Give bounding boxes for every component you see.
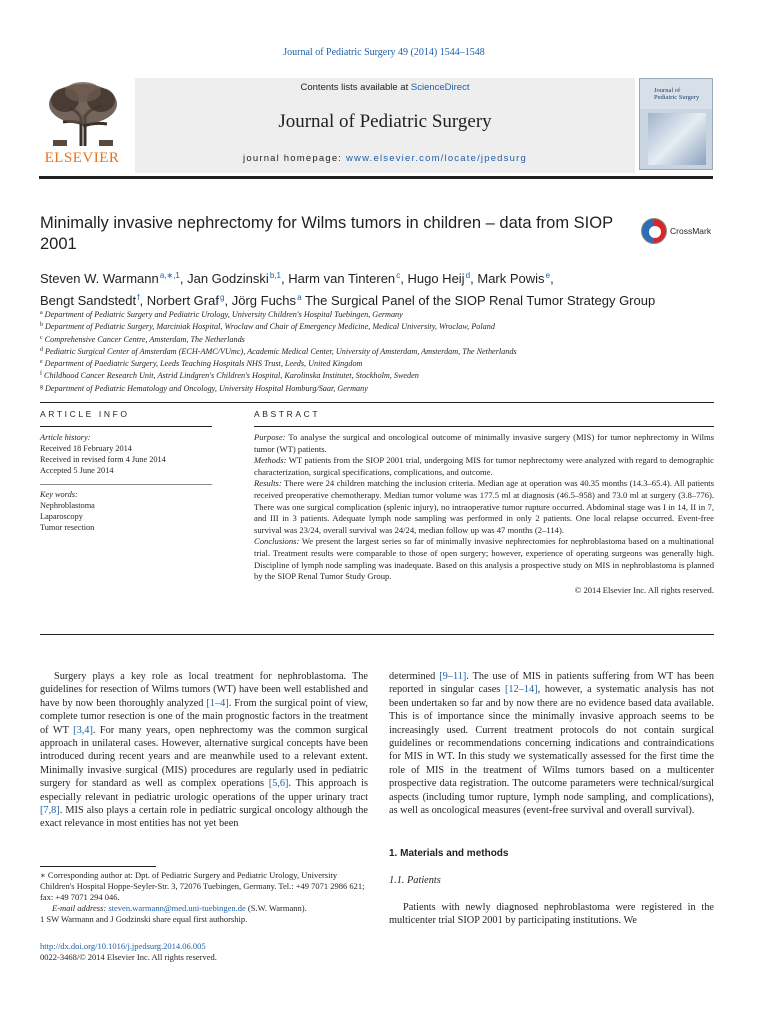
section-heading: 1. Materials and methods [389, 848, 509, 859]
keywords-block [40, 489, 212, 533]
history-label: Article history: [40, 433, 91, 442]
affiliation-item: $^d$ Pediatric Surgical Center of Amsterdam (ECH-AMC/VUmc), Academic Medical Center, University of Amsterdam, Amsterdam, The Netherlands [40, 346, 517, 356]
homepage-prefix: journal homepage: [243, 153, 346, 164]
article-info-rule [40, 426, 212, 427]
elsevier-tree-icon [43, 80, 123, 148]
affiliation-item: $^b$ Department of Pediatric Surgery, Marciniak Hospital, Wroclaw and Chair of Emergency Medicine, Medical University, Wroclaw, Poland [40, 322, 495, 332]
author-name[interactable]: Harm van Tinteren [288, 271, 396, 286]
received-date: Received 18 February 2014 [40, 444, 132, 453]
keyword-item[interactable]: Nephroblastoma [40, 501, 95, 510]
author-affiliation-mark[interactable]: g [220, 293, 225, 302]
author-list: Steven W. Warmann $^{a,∗,1}$, Jan Godzinski $^{b,1}$, Harm van Tinteren $^c$, Hugo Heij $^d$, Mark Powis $^e$, Bengt Sandstedt $^f$, Norbert Graf $^g$, Jörg Fuchs $^a$ The Surgical Panel of the SIOP Renal Tumor Strategy Group [40, 271, 656, 308]
citation-link[interactable]: [3,4] [73, 724, 93, 736]
abstract-body [254, 432, 714, 596]
author-affiliation-mark[interactable]: a [297, 293, 302, 302]
author-name[interactable]: Hugo Heij [407, 271, 465, 286]
affiliation-item: $^a$ Department of Pediatric Surgery and Pediatric Urology, University Children's Hospital Tuebingen, Germany [40, 310, 403, 319]
author-affiliation-mark[interactable]: b,1 [269, 271, 281, 280]
publisher-name: ELSEVIER [44, 150, 120, 166]
article-info-heading: ARTICLE INFO [40, 409, 130, 419]
author-name[interactable]: Jan Godzinski [187, 271, 269, 286]
contents-availability [135, 82, 635, 93]
abstract-results: Results: There were 24 children matching the inclusion criteria. Median age at operation was 40.35 months (14.3–65.4). All patients received preoperative chemotherapy. Median tumor volume was 177.5 ml at diagnosis (46.5–958) and 73.0 ml at surgery (3.8–776). There was one surgical complication (splenic injury), no intraoperative tumor rupture occurred. Abdominal stage was I in 14, II in 7, and III in 3 patients. Adequate lymph node sampling was performed in only 2 patients. One local relapse occurred. Event-free survival was 23/24, overall survival was 24/24, median follow up was 47 months (2–114). [254, 478, 714, 535]
author-affiliation-mark[interactable]: a,∗,1 [159, 271, 180, 280]
email-note: E-mail address: steven.warmann@med.uni-tuebingen.de (S.W. Warmann). [52, 903, 307, 913]
revised-date: Received in revised form 4 June 2014 [40, 455, 166, 464]
subsection-heading: 1.1. Patients [389, 875, 441, 886]
cover-title-line1: Journal of [654, 87, 681, 94]
keyword-item[interactable]: Laparoscopy [40, 512, 83, 521]
intro-paragraph-continued: determined [9–11]. The use of MIS in patients suffering from WT has been reported in singular cases [12–14], however, a systematic analysis has not been undertaken so far and by now there are no evidence based data available. This is of importance since the minimally invasive approach seems to be increasingly used. Current treatment protocols do not contain surgical guidelines or recommendations concerning indications and contraindications for MIS in WT. In this study we systematically assessed for the first time the role of MIS in the treatment of Wilms tumors based on a multicenter prospective data registration. The outcome parameters were technical/surgical aspects (including tumor rupture, lymph node sampling, and complications), as well as oncological measures (event-free survival and overall survival). [389, 671, 714, 817]
crossmark-label: CrossMark [670, 226, 712, 236]
email-link[interactable]: steven.warmann@med.uni-tuebingen.de [108, 903, 246, 913]
citation-link[interactable]: [7,8] [40, 805, 60, 817]
accepted-date: Accepted 5 June 2014 [40, 466, 114, 475]
keyword-item[interactable]: Tumor resection [40, 523, 95, 532]
crossmark-icon [641, 218, 667, 244]
issn-copyright: 0022-3468/© 2014 Elsevier Inc. All rights reserved. [40, 952, 217, 962]
corresponding-author-note: ∗ Corresponding author at: Dpt. of Pediatric Surgery and Pediatric Urology, University Children's Hospital Hoppe-Seyler-Str. 3, 72076 Tuebingen, Germany. Tel.: +49 7071 2986 621; fax: +49 7071 294 046. [40, 870, 365, 902]
cover-title-line2: Pediatric Surgery [654, 94, 700, 101]
patients-paragraph: Patients with newly diagnosed nephroblastoma were registered in the multicenter trial SIOP 2001 by participating institutions. We [389, 902, 714, 927]
author-affiliation-mark[interactable]: d [465, 271, 471, 280]
abstract-heading: ABSTRACT [254, 409, 321, 419]
abstract-rule [254, 426, 714, 427]
cover-title [654, 87, 699, 101]
author-name[interactable]: Bengt Sandstedt [40, 293, 137, 308]
cover-image [648, 113, 706, 165]
author-name[interactable]: Jörg Fuchs [231, 293, 297, 308]
author-name[interactable]: Steven W. Warmann [40, 271, 159, 286]
author-affiliation-mark[interactable]: e [545, 271, 551, 280]
affiliation-item: $^f$ Childhood Cancer Research Unit, Astrid Lindgren's Children's Hospital, Karolinska Institutet, Stockholm, Sweden [40, 371, 419, 381]
keywords-rule [40, 484, 212, 485]
citation-link[interactable]: [12–14] [504, 684, 538, 696]
citation-link[interactable]: [1–4] [206, 697, 229, 709]
article-identifiers [40, 941, 368, 963]
article-history [40, 432, 212, 476]
contents-prefix: Contents lists available at [300, 82, 411, 93]
journal-homepage [135, 153, 635, 164]
journal-cover-thumbnail[interactable] [639, 78, 713, 170]
abstract-purpose: Purpose: To analyse the surgical and oncological outcome of minimally invasive surgery (MIS) for tumor nephrectomy in Wilms tumor (WT) patients. [254, 432, 714, 454]
intro-paragraph: Surgery plays a key role as local treatment for nephroblastoma. The guidelines for resection of Wilms tumors (WT) have been well established and have by now been thoroughly analyzed [1–4]. From the surgical point of view, complete tumor resection is one of the main prognostic factors in the treatment of WT [3,4]. For many years, open nephrectomy was the common surgical approach in unilateral cases. However, alternative surgical concepts have been introduced during recent years and are meanwhile used to a relevant extent. Minimally invasive surgical (MIS) procedures are regularly used in pediatric surgery for standard as well as complex operations [5,6]. This approach is especially relevant in pediatric urologic operations of the upper urinary tract [7,8]. MIS also plays a certain role in pediatric surgical oncology although the exact relevance in most entities has not yet been [40, 671, 368, 830]
equal-authorship-note: 1 SW Warmann and J Godzinski share equal first authorship. [40, 914, 248, 924]
keywords-label: Key words: [40, 490, 78, 499]
author-affiliation-mark[interactable]: f [137, 293, 140, 302]
citation-link[interactable]: [9–11] [439, 671, 467, 682]
body-right-column [389, 670, 714, 817]
journal-title: Journal of Pediatric Surgery [278, 111, 492, 132]
journal-header-box [135, 78, 635, 173]
affiliations [40, 308, 730, 394]
footnotes [40, 870, 368, 925]
article-title: Minimally invasive nephrectomy for Wilms tumors in children – data from SIOP 2001 [40, 214, 613, 253]
author-name[interactable]: Norbert Graf [146, 293, 219, 308]
elsevier-logo[interactable] [39, 78, 125, 168]
abstract-divider [40, 634, 714, 635]
journal-reference[interactable]: Journal of Pediatric Surgery 49 (2014) 1544–1548 [283, 47, 485, 58]
group-author: The Surgical Panel of the SIOP Renal Tumor Strategy Group [304, 293, 656, 308]
affiliation-item: $^c$ Comprehensive Cancer Centre, Amsterdam, The Netherlands [40, 334, 245, 344]
abstract-copyright: © 2014 Elsevier Inc. All rights reserved. [574, 584, 714, 595]
footnote-divider [40, 866, 156, 867]
doi-link[interactable]: http://dx.doi.org/10.1016/j.jpedsurg.2014.06.005 [40, 941, 206, 951]
journal-masthead [39, 78, 713, 173]
abstract-methods: Methods: WT patients from the SIOP 2001 trial, undergoing MIS for tumor nephrectomy were analyzed with regard to demographic characterization, surgical specifications, complications, and outcome. [254, 455, 714, 477]
author-name[interactable]: Mark Powis [477, 271, 545, 286]
sciencedirect-link[interactable]: ScienceDirect [410, 82, 470, 93]
affiliation-item: $^g$ Department of Pediatric Hematology and Oncology, University Hospital Homburg/Saar, Germany [40, 383, 368, 393]
author-affiliation-mark[interactable]: c [396, 271, 401, 280]
crossmark-badge[interactable] [641, 218, 721, 246]
body-left-column [40, 670, 368, 831]
homepage-link[interactable]: www.elsevier.com/locate/jpedsurg [345, 153, 527, 164]
affiliations-divider [40, 402, 714, 403]
citation-link[interactable]: [5,6] [268, 778, 289, 790]
affiliation-item: $^e$ Department of Paediatric Surgery, Leeds Teaching Hospitals NHS Trust, Leeds, United Kingdom [40, 359, 363, 369]
abstract-conclusions: Conclusions: We present the largest series so far of minimally invasive nephrectomies for nephroblastoma based on a multinational trial. Treatment results were comparable to those of open surgery; however, experience of operating surgeons was generally high. Discipline of lymph node sampling was inadequate. Based on this analysis a prospective study on MIS in nephroblastoma is planned by the SIOP Renal Tumor Study Group. [254, 536, 714, 582]
header-divider [39, 176, 713, 179]
